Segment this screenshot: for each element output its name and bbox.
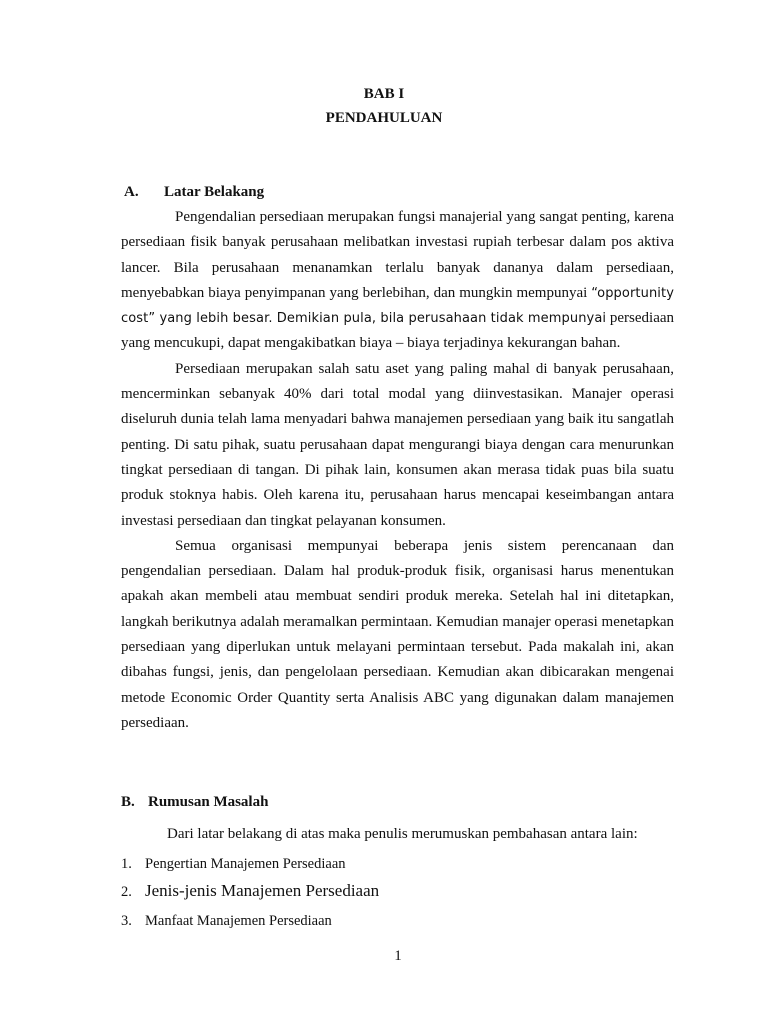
paragraph-1 [121, 205, 674, 357]
page-number: 1 [394, 948, 402, 964]
paragraph-1-sans-text: “opportunity cost” yang lebih besar. Demikian pula, bila perusahaan tidak mempunyai [121, 285, 674, 327]
chapter-label: BAB I [363, 86, 405, 102]
list-item-text: Manfaat Manajemen Persediaan [145, 913, 332, 929]
section-a-title: Latar Belakang [164, 184, 265, 200]
list-item-number: 1. [121, 856, 132, 872]
list-item [121, 856, 346, 873]
paragraph-1-text-end: persediaan yang mencukupi, dapat mengakibatkan biaya – biaya terjadinya kekurangan bahan. [121, 310, 675, 352]
list-item [121, 913, 332, 930]
list-item-text: Pengertian Manajemen Persediaan [145, 856, 346, 872]
section-a-label: A. [124, 184, 139, 200]
paragraph-3: Semua organisasi mempunyai beberapa jenis sistem perencanaan dan pengendalian persediaan. Dalam hal produk-produk fisik, organisasi harus menentukan apakah akan membeli atau membuat sendiri produk mereka. Setelah hal ini ditetapkan, langkah berikutnya adalah meramalkan permintaan. Kemudian manajer operasi menetapkan persediaan yang diperlukan untuk melayani permintaan tersebut. Pada makalah ini, akan dibahas fungsi, jenis, dan pengelolaan persediaan. Kemudian akan dibicarakan mengenai metode Economic Order Quantity serta Analisis ABC yang digunakan dalam manajemen persediaan. [121, 537, 674, 731]
list-item-number: 2. [121, 884, 132, 900]
paragraph-1-text: Pengendalian persediaan merupakan fungsi manajerial yang sangat penting, karena persediaan fisik banyak perusahaan melibatkan investasi rupiah terbesar dalam pos aktiva lancer. Bila perusahaan menanamkan terlalu banyak dananya dalam persediaan, menyebabkan biaya penyimpanan yang berlebihan, dan mungkin mempunyai [121, 209, 674, 301]
paragraph-2: Persediaan merupakan salah satu aset yang paling mahal di banyak perusahaan, mencerminkan sebanyak 40% dari total modal yang diinvestasikan. Manajer operasi diseluruh dunia telah lama menyadari bahwa manajemen persediaan yang baik itu sangatlah penting. Di satu pihak, suatu perusahaan dapat mengurangi biaya dengan cara menurunkan tingkat persediaan di tangan. Di pihak lain, konsumen akan merasa tidak puas bila suatu produk stoknya habis. Oleh karena itu, perusahaan harus mencapai keseimbangan antara investasi persediaan dan tingkat pelayanan konsumen. [121, 360, 674, 529]
list-item-text: Jenis-jenis Manajemen Persediaan [145, 881, 380, 900]
list-item-number: 3. [121, 913, 132, 929]
list-item [121, 881, 379, 901]
chapter-title: PENDAHULUAN [325, 110, 443, 126]
section-a-body [121, 205, 674, 736]
section-b-label: B. [121, 794, 135, 810]
section-a-heading [124, 184, 264, 201]
section-b-heading [121, 794, 268, 811]
section-b-intro: Dari latar belakang di atas maka penulis merumuskan pembahasan antara lain: [167, 826, 638, 842]
section-b-title: Rumusan Masalah [148, 794, 269, 810]
